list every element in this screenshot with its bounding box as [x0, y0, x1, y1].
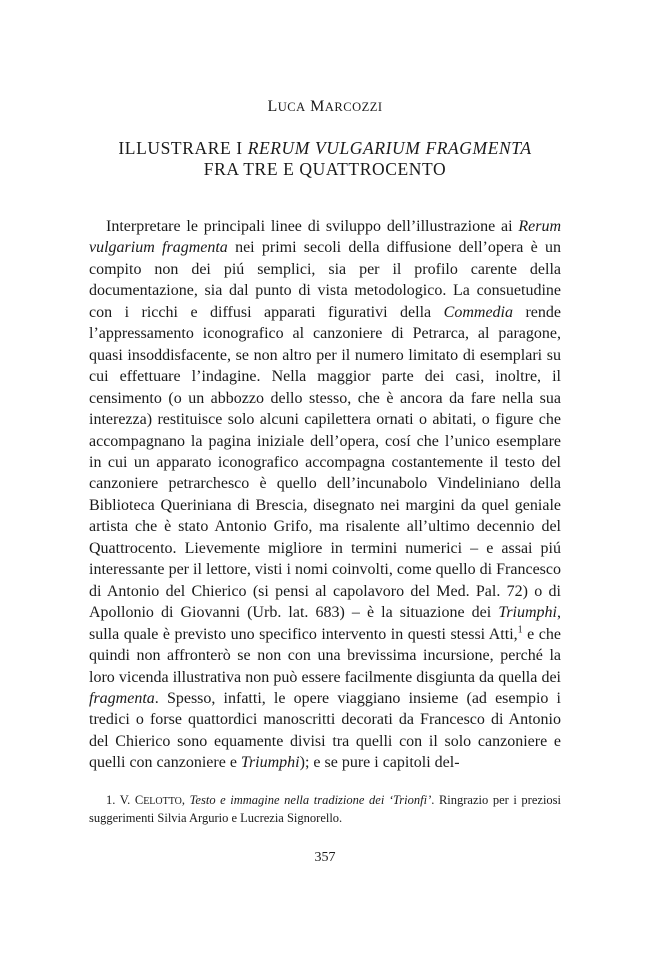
title-italic: RERUM VULGARIUM FRAGMENTA: [247, 138, 532, 158]
footnote-cited-work: Testo e immagine nella tradizione dei ‘Trionfi’: [189, 793, 432, 807]
body-text: [89, 216, 561, 774]
author-name: [0, 98, 650, 116]
title-prefix: ILLUSTRARE I: [118, 138, 248, 158]
paper-title: [0, 138, 650, 180]
author-first-rest: UCA: [277, 100, 306, 114]
page-number: 357: [314, 850, 336, 865]
author-surname-rest: ARCOZZI: [324, 100, 383, 114]
footnote: 1. V. CELOTTO, Testo e immagine nella tradizione dei ‘Trionfi’. Ringrazio per i preziosi suggerimenti Silvia Argurio e Lucrezia Signorello.: [89, 793, 562, 825]
title-line-2: FRA TRE E QUATTROCENTO: [203, 159, 447, 179]
author-initial: L: [267, 98, 278, 115]
footnote-reference[interactable]: 1: [517, 624, 523, 636]
title-line-1: [0, 138, 650, 159]
author-surname-initial: M: [310, 98, 325, 115]
paragraph: Interpretare le principali linee di sviluppo dell’illustrazione ai Rerum vulgarium fragmenta nei primi secoli della diffusione dell’opera è un compito non dei piú semplici, sia per il profilo carente della documentazione, sia dal punto di vista metodologico. La consuetudine con i ricchi e diffusi apparati figurativi della Commedia rende l’appressamento iconografico al canzoniere di Petrarca, al paragone, quasi insoddisfacente, se non altro per il numero limitato di esemplari su cui effettuare l’indagine. Nella maggior parte dei casi, inoltre, il censimento (o un abbozzo dello stesso, che è ancora da fare nella sua interezza) restituisce solo alcuni capilettera ornati o abitati, o figure che accompagnano la pagina iniziale dell’opera, cosí che l’unico esemplare in cui un apparato iconografico accompagna costantemente il testo del canzoniere petrarchesco è quello dell’incunabolo Vindeliniano della Biblioteca Queriniana di Brescia, disegnato nei margini da quel geniale artista che è stato Antonio Grifo, ma risalente all’ultimo decennio del Quattrocento. Lievemente migliore in termini numerici – e assai piú interessante per il lettore, visti i nomi coinvolti, come quello di Francesco di Antonio del Chierico (si pensi al capolavoro del Med. Pal. 72) o di Apollonio di Giovanni (Urb. lat. 683) – è la situazione dei Triumphi, sulla quale è previsto uno specifico intervento in questi stessi Atti,$^1$ e che quindi non affronterò se non con una brevissima incursione, perché la loro vicenda illustrativa non può essere facilmente disgiunta da quella dei fragmenta. Spesso, infatti, le opere viaggiano insieme (ad esempio i tredici o forse quattordici manoscritti decorati da Francesco di Antonio del Chierico sono equamente divisi tra quelli con il solo canzoniere e quelli con canzoniere e Triumphi); e se pure i capitoli del-: [89, 218, 562, 772]
